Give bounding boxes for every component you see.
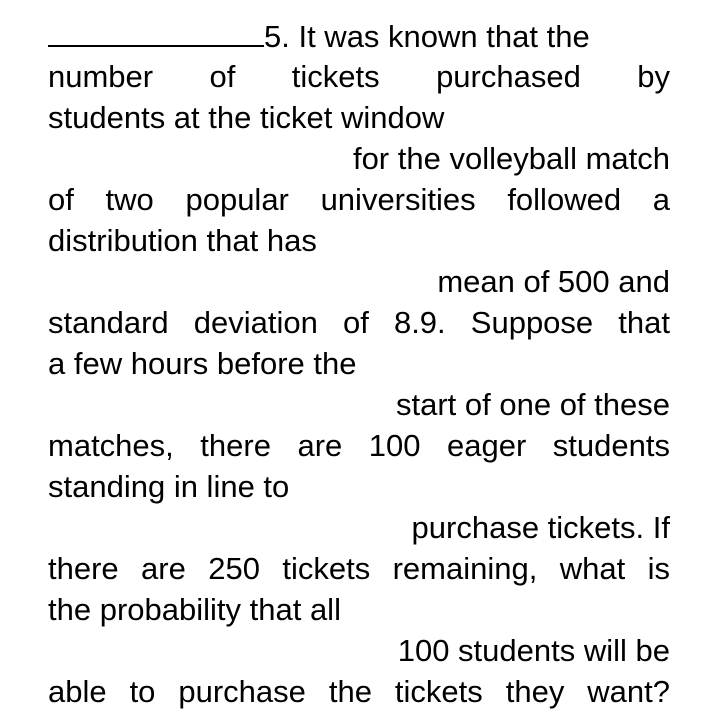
problem-line-7: mean of 500 and	[437, 264, 670, 299]
problem-line-9: a few hours before the	[48, 346, 357, 381]
problem-line-16: 100 students will be	[397, 633, 670, 668]
problem-line-6: distribution that has	[48, 223, 317, 258]
problem-line-12: standing in line to	[48, 469, 290, 504]
problem-line-17: able to purchase the tickets they want?	[48, 674, 670, 709]
problem-line-2: number of tickets purchased by	[48, 59, 670, 94]
problem-line-3: students at the ticket window	[48, 100, 445, 135]
problem-line-13: purchase tickets. If	[411, 510, 670, 545]
problem-line-4: for the volleyball match	[352, 141, 670, 176]
problem-line-1	[48, 16, 670, 56]
problem-line-11: matches, there are 100 eager students	[48, 428, 670, 463]
problem-line-1-text: 5. It was known that the	[264, 19, 590, 54]
problem-line-8: standard deviation of 8.9. Suppose that	[48, 305, 670, 340]
problem-line-10: start of one of these	[395, 387, 670, 422]
problem-line-5: of two popular universities followed a	[48, 182, 670, 217]
problem-line-15: the probability that all	[48, 592, 341, 627]
answer-blank	[48, 16, 264, 47]
problem-line-14: there are 250 tickets remaining, what is	[48, 551, 670, 586]
